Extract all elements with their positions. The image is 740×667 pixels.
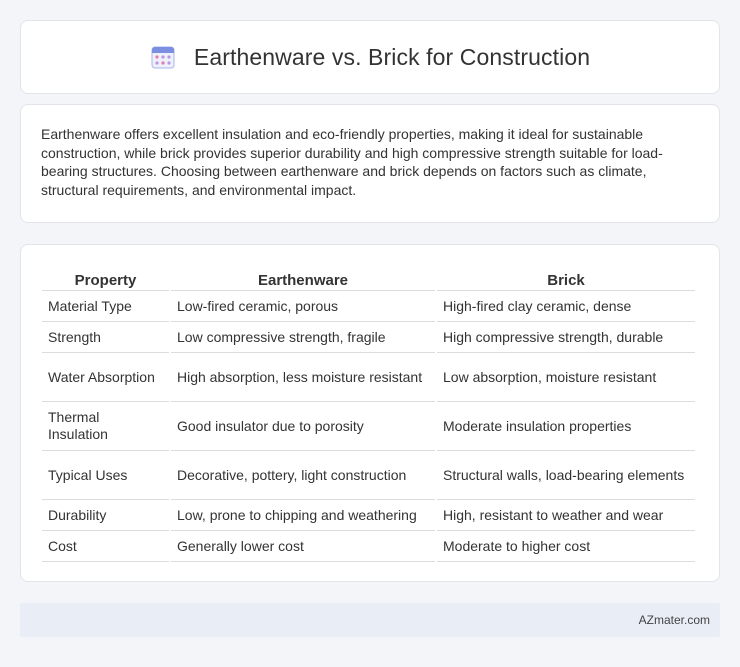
footer-bar: [20, 603, 720, 637]
earthenware-cell: Low-fired ceramic, porous: [171, 291, 435, 322]
earthenware-cell: High absorption, less moisture resistant: [171, 353, 435, 402]
property-cell: Water Absorption: [42, 353, 169, 402]
earthenware-cell: Low, prone to chipping and weathering: [171, 500, 435, 531]
table-row: [42, 353, 695, 402]
brick-cell: Moderate insulation properties: [437, 402, 695, 451]
table-header-row: [42, 265, 695, 291]
table-row: [42, 500, 695, 531]
property-cell: Thermal Insulation: [42, 402, 169, 451]
brick-cell: Structural walls, load-bearing elements: [437, 451, 695, 500]
page-title: Earthenware vs. Brick for Construction: [193, 43, 591, 70]
earthenware-cell: Decorative, pottery, light construction: [171, 451, 435, 500]
property-cell: Typical Uses: [42, 451, 169, 500]
earthenware-cell: Good insulator due to porosity: [171, 402, 435, 451]
brick-cell: High compressive strength, durable: [437, 322, 695, 353]
table-row: [42, 291, 695, 322]
table-row: [42, 531, 695, 562]
brick-cell: Moderate to higher cost: [437, 531, 695, 562]
header-brick: Brick: [437, 265, 695, 291]
brick-cell: High, resistant to weather and wear: [437, 500, 695, 531]
footer-brand-link[interactable]: AZmater.com: [638, 613, 710, 627]
property-cell: Material Type: [42, 291, 169, 322]
property-cell: Strength: [42, 322, 169, 353]
header-property: Property: [42, 265, 169, 291]
calendar-icon: [150, 44, 176, 70]
property-cell: Durability: [42, 500, 169, 531]
table-row: [42, 451, 695, 500]
brick-cell: High-fired clay ceramic, dense: [437, 291, 695, 322]
summary-text: Earthenware offers excellent insulation and eco-friendly properties, making it ideal for sustainable construction, while brick provides superior durability and high compressive strength suitable for load-bearing structures. Choosing between earthenware and brick depends on factors such as climate, structural requirements, and environmental impact.: [41, 126, 663, 198]
earthenware-cell: Low compressive strength, fragile: [171, 322, 435, 353]
property-cell: Cost: [42, 531, 169, 562]
earthenware-cell: Generally lower cost: [171, 531, 435, 562]
comparison-table: [40, 265, 697, 562]
table-row: [42, 322, 695, 353]
table-row: [42, 402, 695, 451]
comparison-table-card: [20, 244, 720, 582]
title-card: [20, 20, 720, 94]
brick-cell: Low absorption, moisture resistant: [437, 353, 695, 402]
summary-card: [20, 104, 720, 223]
header-earthenware: Earthenware: [171, 265, 435, 291]
